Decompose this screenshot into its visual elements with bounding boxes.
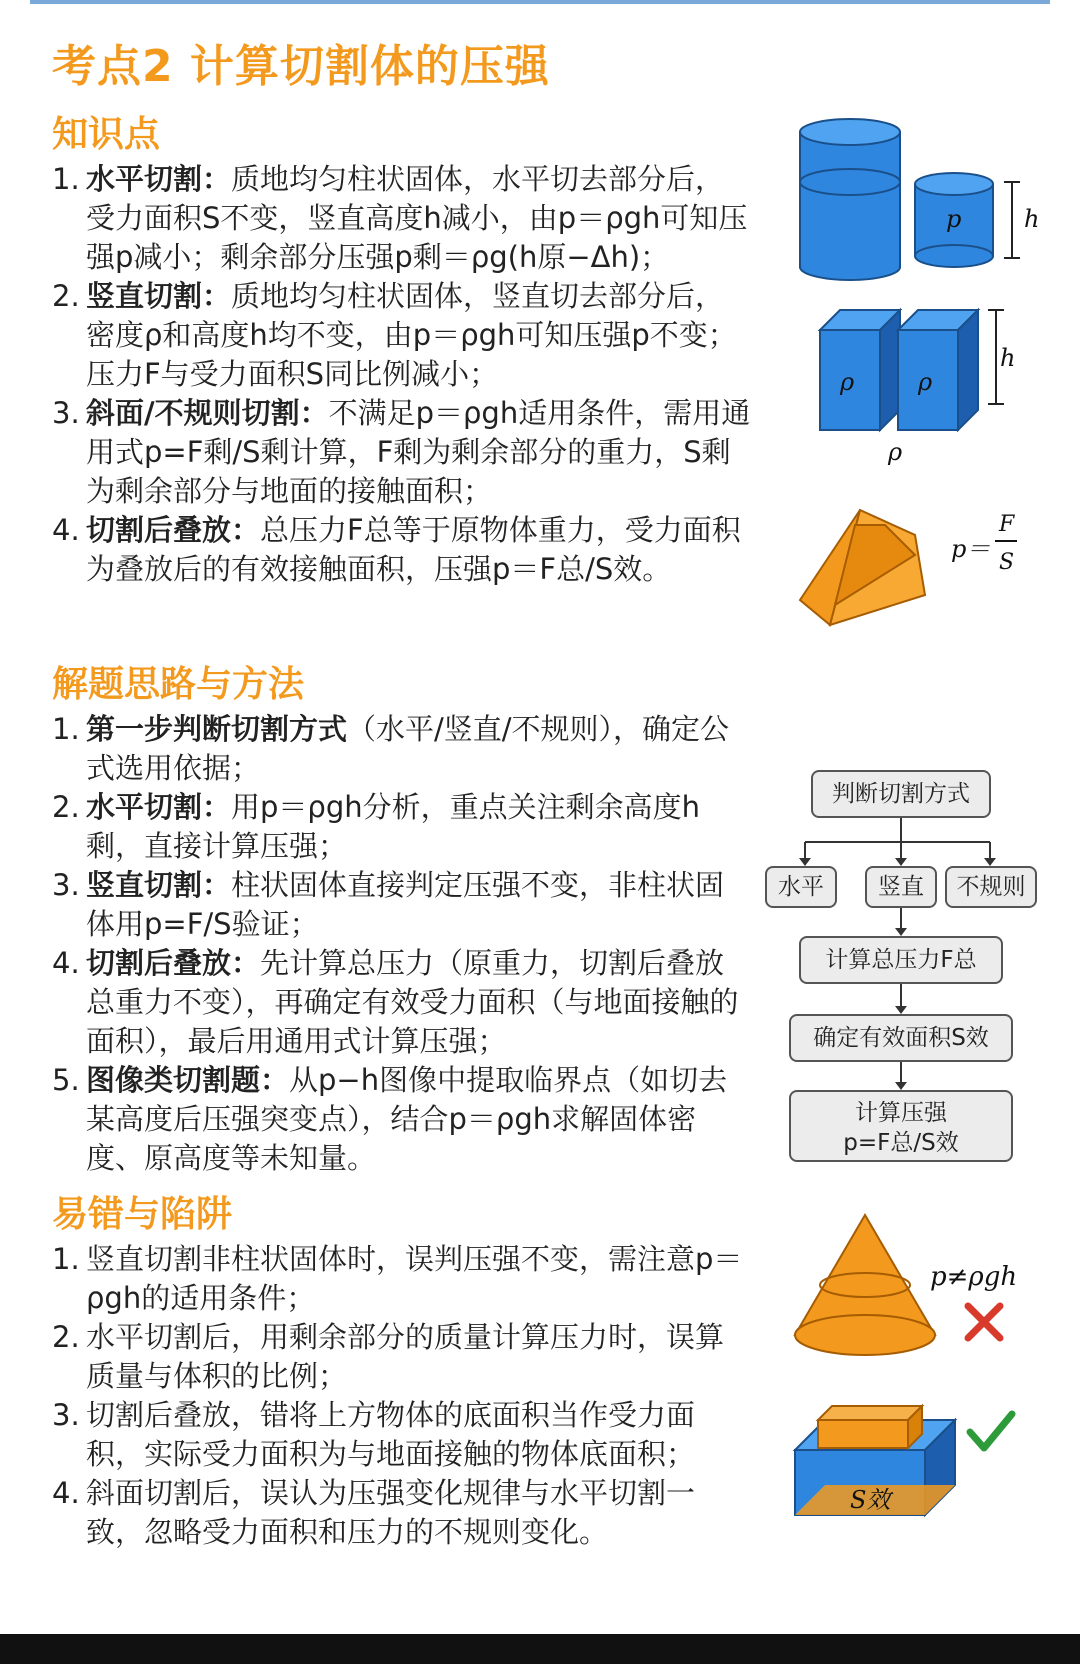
item-head: 竖直切割：: [86, 279, 232, 313]
item-text: 先计算总压力（原重力，切割后叠放总重力不变），再确定有效受力面积（与地面接触的面积），最后用通用式计算压强；: [86, 946, 739, 1058]
section-knowledge-title: 知识点: [52, 114, 161, 155]
item-text: 不满足p＝ρgh适用条件，需用通用式p=F剩/S剩计算，F剩为剩余部分的重力，S剩为剩余部分与地面的接触面积；: [86, 396, 751, 508]
irregular-figure: [795, 505, 1035, 635]
cross-icon: [968, 1306, 1000, 1338]
item-text: 用p＝ρgh分析，重点关注剩余高度h剩，直接计算压强；: [86, 790, 701, 863]
page-title: 考点2 计算切割体的压强: [52, 41, 550, 92]
item-text: 柱状固体直接判定压强不变，非柱状固体用p=F/S验证；: [86, 868, 725, 941]
pitfall-item-2: [52, 1318, 752, 1396]
item-text: 总压力F总等于原物体重力，受力面积为叠放后的有效接触面积，压强p＝F总/S效。: [86, 513, 741, 586]
item-head: 第一步判断切割方式: [86, 712, 348, 746]
cylinder-p-label: p: [946, 205, 962, 233]
method-list: [52, 710, 752, 1178]
cone-label: p≠ρgh: [930, 1262, 1018, 1292]
stack-figure: [790, 1400, 1040, 1605]
flow-step-total-force: 计算总压力F总: [799, 936, 1003, 984]
flow-step-compute: [789, 1090, 1013, 1162]
pitfall-list: [52, 1240, 752, 1552]
cylinder-h-label: h: [1024, 205, 1040, 233]
item-text: （水平/竖直/不规则），确定公式选用依据；: [86, 712, 730, 785]
item-head: 图像类切割题：: [86, 1063, 290, 1097]
item-head: 竖直切割：: [86, 868, 232, 902]
item-number: 2.: [52, 1320, 80, 1354]
item-text: 质地均匀柱状固体，水平切去部分后，受力面积S不变，竖直高度h减小，由p＝ρgh可知压强p减小；剩余部分压强p剩＝ρg(h原−Δh)；: [86, 162, 748, 274]
block-rho-2: ρ: [918, 368, 933, 396]
item-number: 4.: [52, 513, 80, 547]
right-block: [898, 310, 978, 430]
knowledge-list: [52, 160, 752, 589]
block-figure: [810, 300, 1030, 480]
item-number: 5.: [52, 1063, 80, 1097]
knowledge-item-4: [52, 511, 752, 589]
pitfall-item-4: [52, 1474, 752, 1552]
flow-step-compute-title: 计算压强: [855, 1100, 947, 1126]
flow-branch-vertical: 竖直: [865, 866, 937, 908]
item-head: 切割后叠放：: [86, 946, 261, 980]
item-number: 4.: [52, 946, 80, 980]
item-number: 4.: [52, 1476, 80, 1510]
block-rho-below: ρ: [888, 438, 903, 466]
formula-S: S: [999, 550, 1015, 575]
item-number: 1.: [52, 712, 80, 746]
formula-F: F: [999, 512, 1015, 537]
section-method-title: 解题思路与方法: [52, 664, 305, 705]
block-rho-1: ρ: [840, 368, 855, 396]
item-number: 3.: [52, 396, 80, 430]
item-head: 切割后叠放：: [86, 513, 261, 547]
flow-step-judge: 判断切割方式: [811, 770, 991, 818]
left-block: [820, 310, 900, 430]
pitfall-item-1: [52, 1240, 752, 1318]
stack-area-label: S效: [850, 1486, 891, 1514]
section-pitfalls-title: 易错与陷阱: [52, 1194, 233, 1235]
method-item-2: [52, 788, 752, 866]
knowledge-item-2: [52, 277, 752, 394]
formula-p: p＝: [951, 535, 991, 563]
method-item-1: [52, 710, 752, 788]
flow-branch-horizontal: 水平: [765, 866, 837, 908]
item-text: 从p−h图像中提取临界点（如切去某高度后压强突变点），结合p＝ρgh求解固体密度、原高度等未知量。: [86, 1063, 728, 1175]
item-head: 水平切割：: [86, 790, 232, 824]
method-item-4: [52, 944, 752, 1061]
check-icon: [970, 1414, 1012, 1448]
bottom-bar: [0, 1634, 1080, 1664]
flow-branch-irregular: 不规则: [945, 866, 1037, 908]
flowchart: [765, 770, 1065, 1210]
item-number: 1.: [52, 1242, 80, 1276]
item-text: 质地均匀柱状固体，竖直切去部分后，密度ρ和高度h均不变，由p＝ρgh可知压强p不变；压力F与受力面积S同比例减小；: [86, 279, 737, 391]
top-block: [818, 1406, 922, 1448]
item-text: 切割后叠放，错将上方物体的底面积当作受力面积，实际受力面积为与地面接触的物体底面积；: [86, 1398, 696, 1471]
method-item-3: [52, 866, 752, 944]
item-head: 水平切割：: [86, 162, 232, 196]
method-item-5: [52, 1061, 752, 1178]
pitfall-item-3: [52, 1396, 752, 1474]
item-number: 2.: [52, 790, 80, 824]
item-number: 3.: [52, 1398, 80, 1432]
flow-step-compute-formula: p=F总/S效: [843, 1130, 959, 1156]
item-head: 斜面/不规则切割：: [86, 396, 329, 430]
item-number: 3.: [52, 868, 80, 902]
item-number: 2.: [52, 279, 80, 313]
block-h-label: h: [1000, 344, 1016, 372]
cylinder-figure: [790, 112, 1050, 282]
item-text: 斜面切割后，误认为压强变化规律与水平切割一致，忽略受力面积和压力的不规则变化。: [86, 1476, 696, 1549]
flow-step-effective-area: 确定有效面积S效: [789, 1014, 1013, 1062]
cone-figure: [790, 1210, 1040, 1370]
item-text: 竖直切割非柱状固体时，误判压强不变，需注意p＝ρgh的适用条件；: [86, 1242, 743, 1315]
knowledge-item-3: [52, 394, 752, 511]
tall-cylinder: [800, 119, 900, 280]
item-text: 水平切割后，用剩余部分的质量计算压力时，误算质量与体积的比例；: [86, 1320, 725, 1393]
item-number: 1.: [52, 162, 80, 196]
knowledge-item-1: [52, 160, 752, 277]
top-divider: [30, 0, 1050, 4]
